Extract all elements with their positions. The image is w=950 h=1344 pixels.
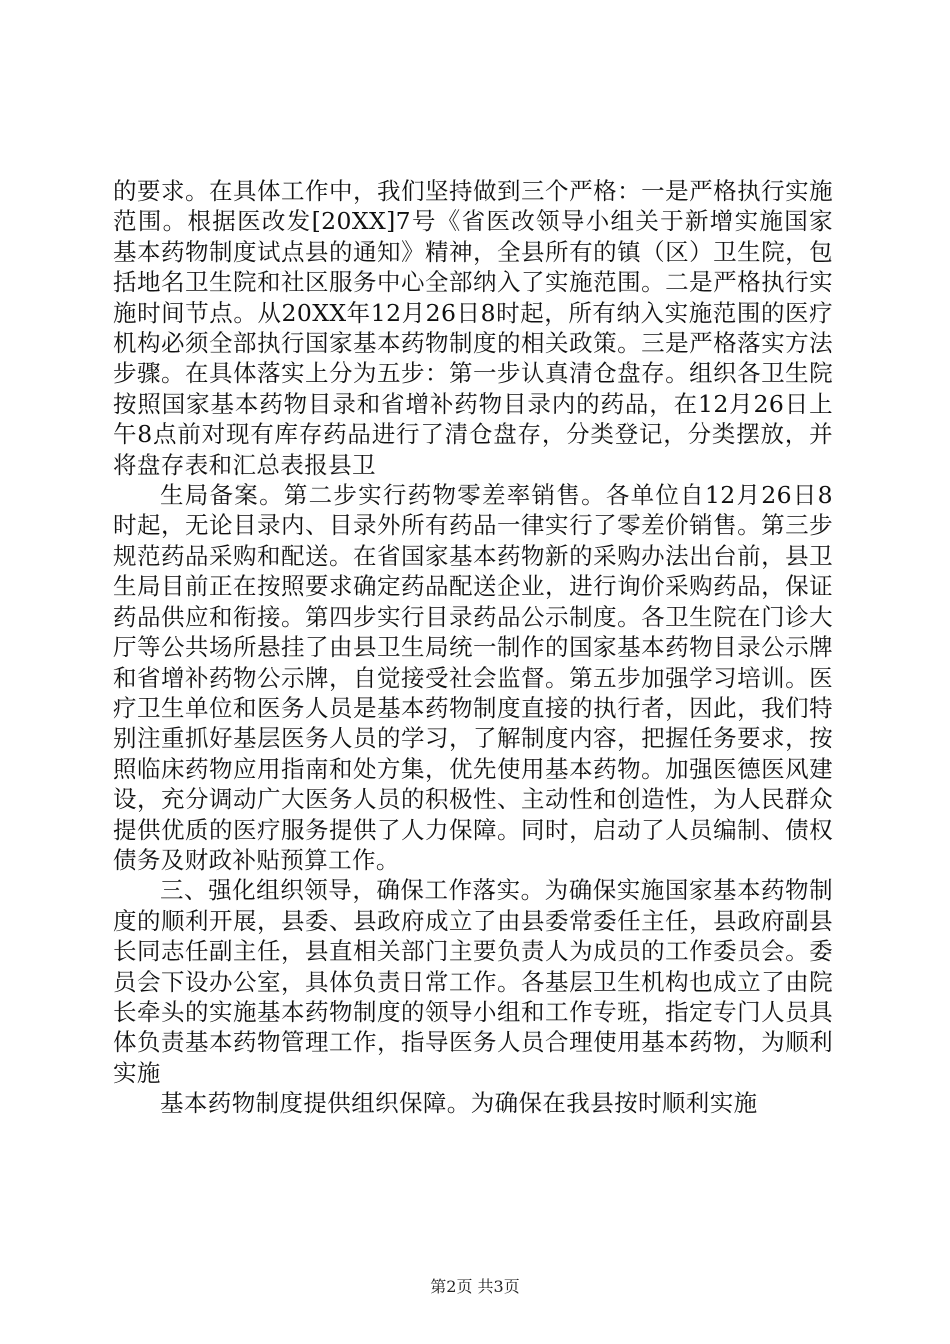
page-footer: 第2页 共3页 [430,1277,520,1296]
paragraph-continued: 的要求。在具体工作中，我们坚持做到三个严格：一是严格执行实施范围。根据医改发[20XX]7号《省医改领导小组关于新增实施国家基本药物制度试点县的通知》精神，全县所有的镇（区）卫生院，包括地名卫生院和社区服务中心全部纳入了实施范围。二是严格执行实施时间节点。从20XX年12月26日8时起，所有纳入实施范围的医疗机构必须全部执行国家基本药物制度的相关政策。三是严格落实方法步骤。在具体落实上分为五步：第一步认真清仓盘存。组织各卫生院按照国家基本药物目录和省增补药物目录内的药品，在12月26日上午8点前对现有库存药品进行了清仓盘存，分类登记，分类摆放，并将盘存表和汇总表报县卫 [113,177,833,479]
paragraph: 基本药物制度提供组织保障。为确保在我县按时顺利实施 [160,1089,758,1118]
paragraph: 三、强化组织领导，确保工作落实。为确保实施国家基本药物制度的顺利开展，县委、县政府成立了由县委常委任主任，县政府副县长同志任副主任，县直相关部门主要负责人为成员的工作委员会。委员会下设办公室，具体负责日常工作。各基层卫生机构也成立了由院长牵头的实施基本药物制度的领导小组和工作专班，指定专门人员具体负责基本药物管理工作，指导医务人员合理使用基本药物，为顺利实施 [113,876,833,1087]
paragraph: 生局备案。第二步实行药物零差率销售。各单位自12月26日8时起，无论目录内、目录外所有药品一律实行了零差价销售。第三步规范药品采购和配送。在省国家基本药物新的采购办法出台前，县卫生局目前正在按照要求确定药品配送企业，进行询价采购药品，保证药品供应和衔接。第四步实行目录药品公示制度。各卫生院在门诊大厅等公共场所悬挂了由县卫生局统一制作的国家基本药物目录公示牌和省增补药物公示牌，自觉接受社会监督。第五步加强学习培训。医疗卫生单位和医务人员是基本药物制度直接的执行者，因此，我们特别注重抓好基层医务人员的学习，了解制度内容，把握任务要求，按照临床药物应用指南和处方集，优先使用基本药物。加强医德医风建设，充分调动广大医务人员的积极性、主动性和创造性，为人民群众提供优质的医疗服务提供了人力保障。同时，启动了人员编制、债权债务及财政补贴预算工作。 [113,481,833,874]
document-body [113,176,833,1119]
